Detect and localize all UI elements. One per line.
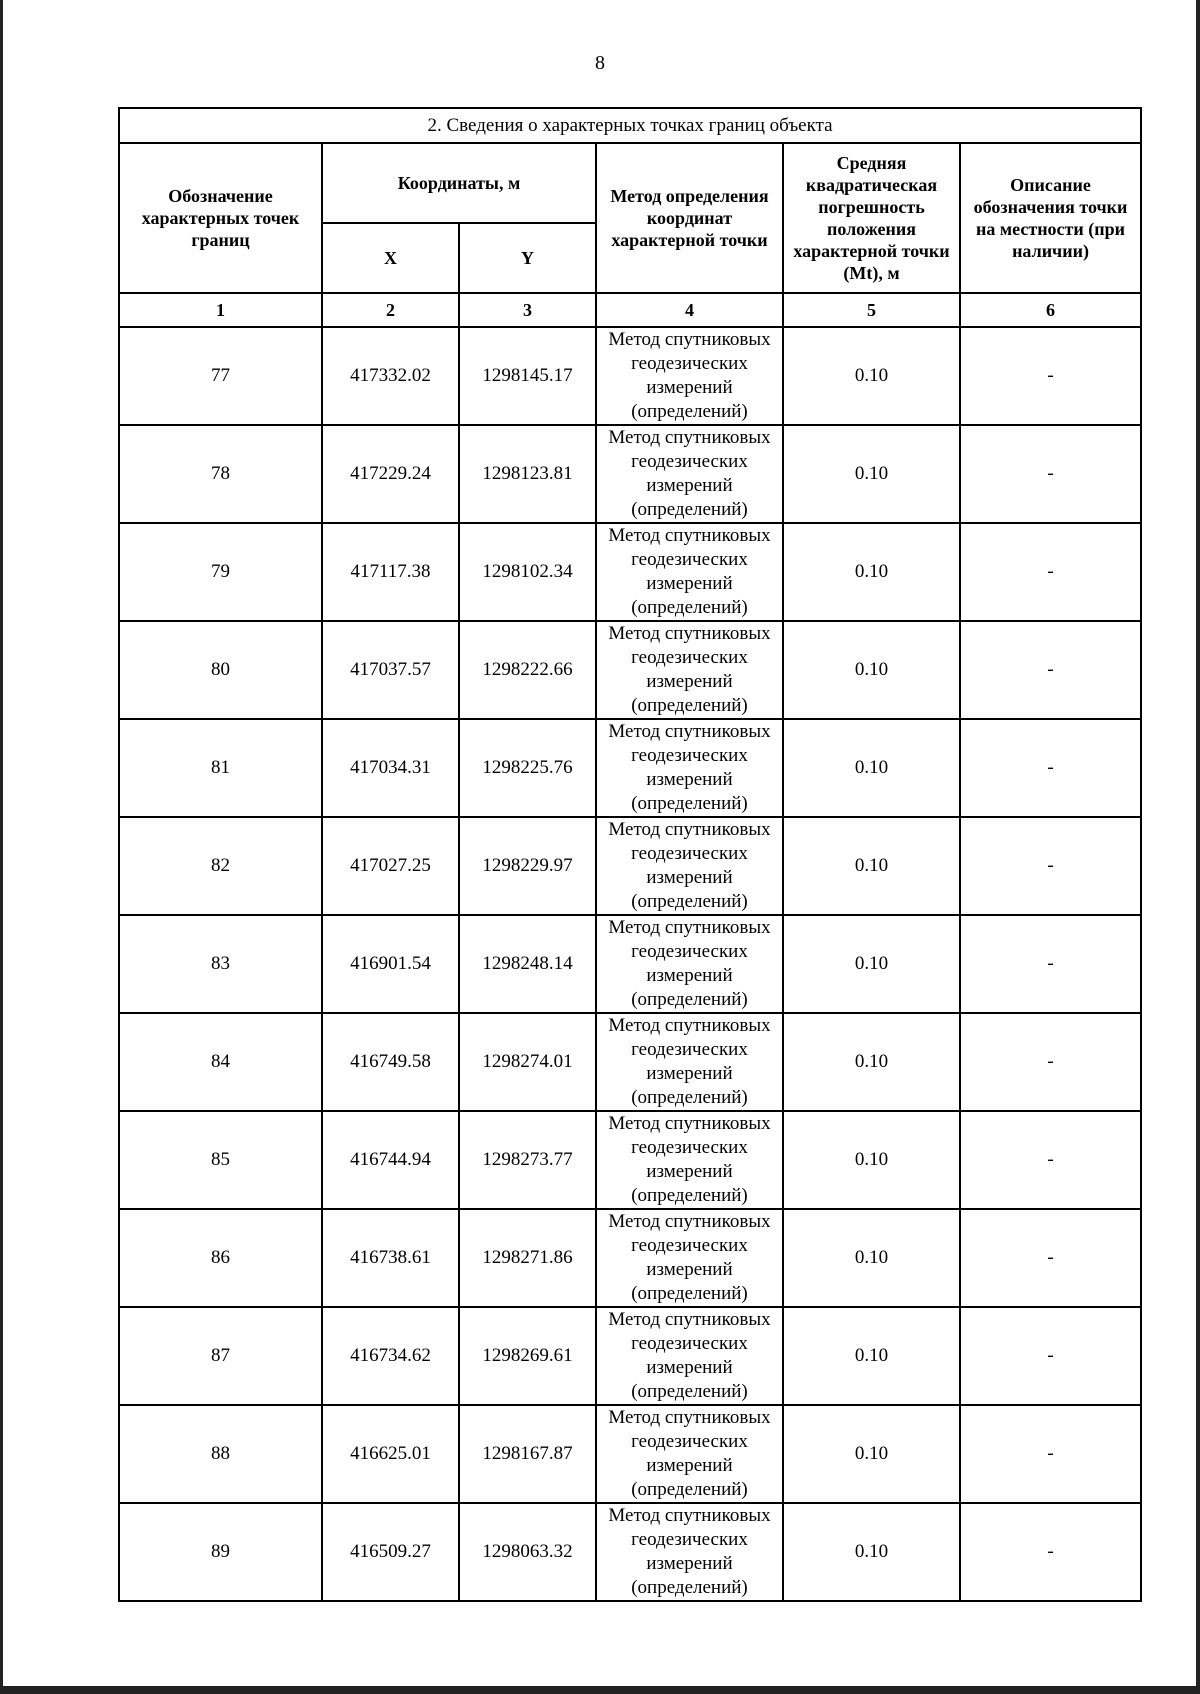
point-id-cell: 89: [119, 1503, 322, 1601]
error-cell: 0.10: [783, 1405, 960, 1503]
method-line: Метод спутниковых: [608, 1211, 771, 1232]
column-number-row: [119, 293, 1141, 327]
table-row: [119, 1405, 1141, 1503]
column-number: 4: [596, 293, 783, 327]
method-line: измерений: [646, 769, 733, 790]
method-line: Метод спутниковых: [608, 427, 771, 448]
description-cell: -: [960, 1405, 1141, 1503]
error-cell: 0.10: [783, 817, 960, 915]
method-line: (определений): [631, 1479, 748, 1500]
method-line: измерений: [646, 1063, 733, 1084]
method-line: Метод спутниковых: [608, 1309, 771, 1330]
method-line: (определений): [631, 1185, 748, 1206]
error-cell: 0.10: [783, 621, 960, 719]
table-row: [119, 523, 1141, 621]
method-line: Метод спутниковых: [608, 1505, 771, 1526]
table-row: [119, 327, 1141, 425]
table-row: [119, 915, 1141, 1013]
method-line: измерений: [646, 475, 733, 496]
method-line: геодезических: [631, 647, 748, 668]
point-id-cell: 78: [119, 425, 322, 523]
method-line: Метод спутниковых: [608, 917, 771, 938]
x-coordinate-cell: 416509.27: [322, 1503, 459, 1601]
method-line: Метод спутниковых: [608, 1407, 771, 1428]
header-x: X: [322, 223, 459, 293]
method-line: (определений): [631, 1283, 748, 1304]
method-line: геодезических: [631, 1333, 748, 1354]
x-coordinate-cell: 417034.31: [322, 719, 459, 817]
description-cell: -: [960, 1209, 1141, 1307]
method-line: измерений: [646, 867, 733, 888]
description-cell: -: [960, 817, 1141, 915]
page-border-bottom: [0, 1686, 1200, 1694]
point-id-cell: 83: [119, 915, 322, 1013]
x-coordinate-cell: 416749.58: [322, 1013, 459, 1111]
description-cell: -: [960, 327, 1141, 425]
point-id-cell: 84: [119, 1013, 322, 1111]
table-row: [119, 1209, 1141, 1307]
method-line: (определений): [631, 1577, 748, 1598]
column-number: 1: [119, 293, 322, 327]
table-row: [119, 425, 1141, 523]
method-cell: [596, 523, 783, 621]
header-row: [119, 143, 1141, 223]
boundary-points-table: [118, 107, 1142, 1602]
x-coordinate-cell: 417229.24: [322, 425, 459, 523]
y-coordinate-cell: 1298229.97: [459, 817, 596, 915]
column-number: 2: [322, 293, 459, 327]
x-coordinate-cell: 416734.62: [322, 1307, 459, 1405]
method-cell: [596, 1111, 783, 1209]
method-line: (определений): [631, 793, 748, 814]
y-coordinate-cell: 1298269.61: [459, 1307, 596, 1405]
table-row: [119, 719, 1141, 817]
y-coordinate-cell: 1298063.32: [459, 1503, 596, 1601]
method-line: (определений): [631, 597, 748, 618]
point-id-cell: 80: [119, 621, 322, 719]
error-cell: 0.10: [783, 1013, 960, 1111]
method-line: геодезических: [631, 451, 748, 472]
method-cell: [596, 1405, 783, 1503]
method-line: геодезических: [631, 745, 748, 766]
method-line: измерений: [646, 573, 733, 594]
method-line: (определений): [631, 401, 748, 422]
table-row: [119, 1503, 1141, 1601]
x-coordinate-cell: 417027.25: [322, 817, 459, 915]
method-line: измерений: [646, 1161, 733, 1182]
y-coordinate-cell: 1298274.01: [459, 1013, 596, 1111]
header-method: Метод определения координат характерной точки: [596, 143, 783, 293]
header-coordinates: Координаты, м: [322, 143, 596, 223]
method-line: геодезических: [631, 1431, 748, 1452]
table-caption-row: [119, 108, 1141, 143]
description-cell: -: [960, 1013, 1141, 1111]
x-coordinate-cell: 416738.61: [322, 1209, 459, 1307]
header-y: Y: [459, 223, 596, 293]
point-id-cell: 82: [119, 817, 322, 915]
table-row: [119, 1111, 1141, 1209]
method-line: (определений): [631, 695, 748, 716]
method-line: измерений: [646, 1455, 733, 1476]
method-line: Метод спутниковых: [608, 1015, 771, 1036]
method-cell: [596, 621, 783, 719]
table-row: [119, 621, 1141, 719]
column-number: 6: [960, 293, 1141, 327]
error-cell: 0.10: [783, 1307, 960, 1405]
method-line: измерений: [646, 1553, 733, 1574]
method-cell: [596, 1307, 783, 1405]
description-cell: -: [960, 425, 1141, 523]
header-error: Средняя квадратическая погрешность положения характерной точки (Mt), м: [783, 143, 960, 293]
page-border-right: [1196, 0, 1200, 1694]
error-cell: 0.10: [783, 425, 960, 523]
x-coordinate-cell: 417037.57: [322, 621, 459, 719]
method-line: геодезических: [631, 549, 748, 570]
section-title: 2. Сведения о характерных точках границ объекта: [119, 108, 1141, 143]
method-line: (определений): [631, 891, 748, 912]
y-coordinate-cell: 1298248.14: [459, 915, 596, 1013]
method-line: геодезических: [631, 1235, 748, 1256]
page-border-left: [0, 0, 3, 1694]
point-id-cell: 77: [119, 327, 322, 425]
method-line: Метод спутниковых: [608, 623, 771, 644]
method-line: (определений): [631, 1087, 748, 1108]
method-cell: [596, 1503, 783, 1601]
column-number: 5: [783, 293, 960, 327]
y-coordinate-cell: 1298273.77: [459, 1111, 596, 1209]
header-designation: Обозначение характерных точек границ: [119, 143, 322, 293]
method-line: измерений: [646, 1357, 733, 1378]
y-coordinate-cell: 1298123.81: [459, 425, 596, 523]
method-line: измерений: [646, 671, 733, 692]
method-line: Метод спутниковых: [608, 1113, 771, 1134]
table-row: [119, 817, 1141, 915]
method-line: измерений: [646, 1259, 733, 1280]
y-coordinate-cell: 1298222.66: [459, 621, 596, 719]
method-line: Метод спутниковых: [608, 525, 771, 546]
point-id-cell: 87: [119, 1307, 322, 1405]
description-cell: -: [960, 1503, 1141, 1601]
y-coordinate-cell: 1298271.86: [459, 1209, 596, 1307]
error-cell: 0.10: [783, 1209, 960, 1307]
method-line: геодезических: [631, 1039, 748, 1060]
point-id-cell: 88: [119, 1405, 322, 1503]
description-cell: -: [960, 523, 1141, 621]
column-number: 3: [459, 293, 596, 327]
point-id-cell: 86: [119, 1209, 322, 1307]
description-cell: -: [960, 915, 1141, 1013]
method-cell: [596, 1209, 783, 1307]
error-cell: 0.10: [783, 523, 960, 621]
page-number: 8: [595, 52, 605, 74]
method-cell: [596, 425, 783, 523]
method-line: измерений: [646, 965, 733, 986]
table-row: [119, 1307, 1141, 1405]
error-cell: 0.10: [783, 719, 960, 817]
method-cell: [596, 915, 783, 1013]
point-id-cell: 85: [119, 1111, 322, 1209]
method-line: (определений): [631, 989, 748, 1010]
description-cell: -: [960, 719, 1141, 817]
description-cell: -: [960, 621, 1141, 719]
point-id-cell: 81: [119, 719, 322, 817]
y-coordinate-cell: 1298225.76: [459, 719, 596, 817]
method-cell: [596, 1013, 783, 1111]
method-line: (определений): [631, 499, 748, 520]
y-coordinate-cell: 1298167.87: [459, 1405, 596, 1503]
method-line: измерений: [646, 377, 733, 398]
description-cell: -: [960, 1111, 1141, 1209]
point-id-cell: 79: [119, 523, 322, 621]
method-cell: [596, 817, 783, 915]
error-cell: 0.10: [783, 1503, 960, 1601]
method-line: Метод спутниковых: [608, 819, 771, 840]
description-cell: -: [960, 1307, 1141, 1405]
table-row: [119, 1013, 1141, 1111]
method-cell: [596, 327, 783, 425]
error-cell: 0.10: [783, 327, 960, 425]
y-coordinate-cell: 1298145.17: [459, 327, 596, 425]
method-line: (определений): [631, 1381, 748, 1402]
method-cell: [596, 719, 783, 817]
x-coordinate-cell: 416901.54: [322, 915, 459, 1013]
method-line: геодезических: [631, 1529, 748, 1550]
method-line: геодезических: [631, 353, 748, 374]
x-coordinate-cell: 416744.94: [322, 1111, 459, 1209]
header-description: Описание обозначения точки на местности (при наличии): [960, 143, 1141, 293]
method-line: геодезических: [631, 941, 748, 962]
error-cell: 0.10: [783, 1111, 960, 1209]
y-coordinate-cell: 1298102.34: [459, 523, 596, 621]
x-coordinate-cell: 417332.02: [322, 327, 459, 425]
error-cell: 0.10: [783, 915, 960, 1013]
method-line: Метод спутниковых: [608, 721, 771, 742]
method-line: Метод спутниковых: [608, 329, 771, 350]
method-line: геодезических: [631, 1137, 748, 1158]
x-coordinate-cell: 416625.01: [322, 1405, 459, 1503]
x-coordinate-cell: 417117.38: [322, 523, 459, 621]
method-line: геодезических: [631, 843, 748, 864]
